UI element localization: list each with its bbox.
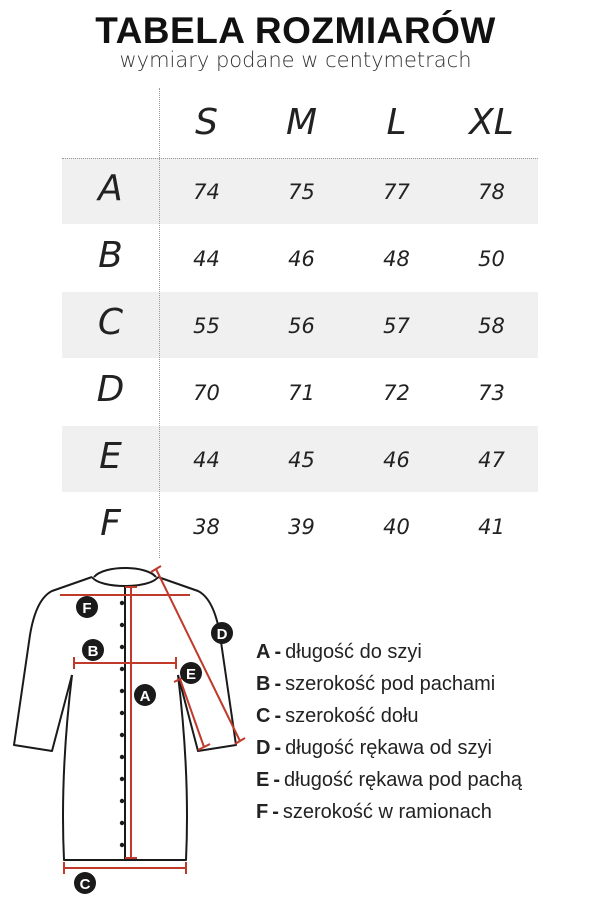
row-label: F: [100, 503, 121, 544]
table-row: [62, 158, 538, 224]
marker-c: [74, 872, 96, 894]
table-cell: 75: [288, 180, 315, 204]
legend-dash: -: [274, 641, 282, 663]
legend-key: D: [256, 737, 271, 759]
legend-key: A: [256, 641, 271, 663]
table-row: [62, 225, 538, 291]
legend-key: F: [256, 801, 269, 823]
table-cell: 44: [193, 448, 220, 472]
table-cell: 71: [288, 381, 315, 405]
table-cell: 73: [478, 381, 505, 405]
legend-text: długość do szyi: [285, 641, 422, 663]
legend-item-c: [256, 700, 586, 732]
legend-item-f: [256, 796, 586, 828]
table-cell: 55: [193, 314, 220, 338]
table-row: [62, 292, 538, 358]
svg-text:A: A: [139, 688, 151, 705]
marker-e: [180, 662, 202, 684]
row-label: C: [97, 302, 124, 343]
table-cell: 41: [478, 515, 505, 539]
measurement-legend: [256, 636, 586, 828]
table-cell: 72: [383, 381, 410, 405]
legend-text: szerokość pod pachami: [285, 673, 496, 695]
legend-dash: -: [274, 737, 282, 759]
page-subtitle: wymiary podane w centymetrach: [119, 48, 472, 72]
legend-text: długość rękawa pod pachą: [284, 769, 522, 791]
table-cell: 77: [383, 180, 410, 204]
legend-key: B: [256, 673, 271, 695]
table-cell: 58: [478, 314, 505, 338]
table-cell: 56: [288, 314, 315, 338]
row-label: D: [96, 369, 125, 410]
marker-a: [134, 684, 156, 706]
legend-text: długość rękawa od szyi: [285, 737, 492, 759]
marker-b: [82, 639, 104, 661]
row-label: A: [98, 168, 123, 209]
column-header-m: M: [285, 102, 318, 143]
table-cell: 45: [288, 448, 315, 472]
svg-text:C: C: [79, 876, 91, 893]
svg-text:D: D: [216, 626, 228, 643]
svg-text:B: B: [87, 643, 99, 660]
legend-dash: -: [273, 769, 281, 791]
table-row: [62, 359, 538, 425]
column-header-s: S: [195, 102, 218, 143]
svg-text:F: F: [82, 600, 92, 617]
table-row: [62, 426, 538, 492]
marker-d: [211, 622, 233, 644]
legend-key: E: [256, 769, 270, 791]
table-cell: 70: [193, 381, 220, 405]
column-header-l: L: [386, 102, 407, 143]
table-cell: 50: [478, 247, 505, 271]
page-title: TABELA ROZMIARÓW: [95, 10, 496, 51]
legend-dash: -: [274, 705, 282, 727]
legend-dash: -: [274, 673, 282, 695]
table-cell: 46: [288, 247, 315, 271]
legend-item-b: [256, 668, 586, 700]
column-header-xl: XL: [469, 102, 514, 143]
svg-text:E: E: [185, 666, 197, 683]
table-header-divider: [62, 158, 538, 160]
marker-f: [76, 596, 98, 618]
table-cell: 39: [288, 515, 315, 539]
size-table: [62, 88, 538, 558]
garment-diagram: [0, 555, 260, 901]
garment-buttons: [120, 601, 124, 847]
table-cell: 74: [193, 180, 220, 204]
legend-dash: -: [272, 801, 279, 823]
row-label: E: [99, 436, 122, 477]
legend-item-e: [256, 764, 586, 796]
table-cell: 38: [193, 515, 220, 539]
table-cell: 57: [383, 314, 410, 338]
legend-item-d: [256, 732, 586, 764]
legend-text: szerokość dołu: [285, 705, 419, 727]
table-cell: 47: [478, 448, 505, 472]
table-cell: 40: [383, 515, 410, 539]
legend-text: szerokość w ramionach: [282, 801, 492, 823]
legend-item-a: [256, 636, 586, 668]
table-cell: 44: [193, 247, 220, 271]
legend-key: C: [256, 705, 271, 727]
table-cell: 48: [383, 247, 410, 271]
table-row: [62, 493, 538, 559]
garment-outline: [14, 568, 236, 860]
table-cell: 46: [383, 448, 410, 472]
table-cell: 78: [478, 180, 505, 204]
row-label: B: [98, 235, 123, 276]
